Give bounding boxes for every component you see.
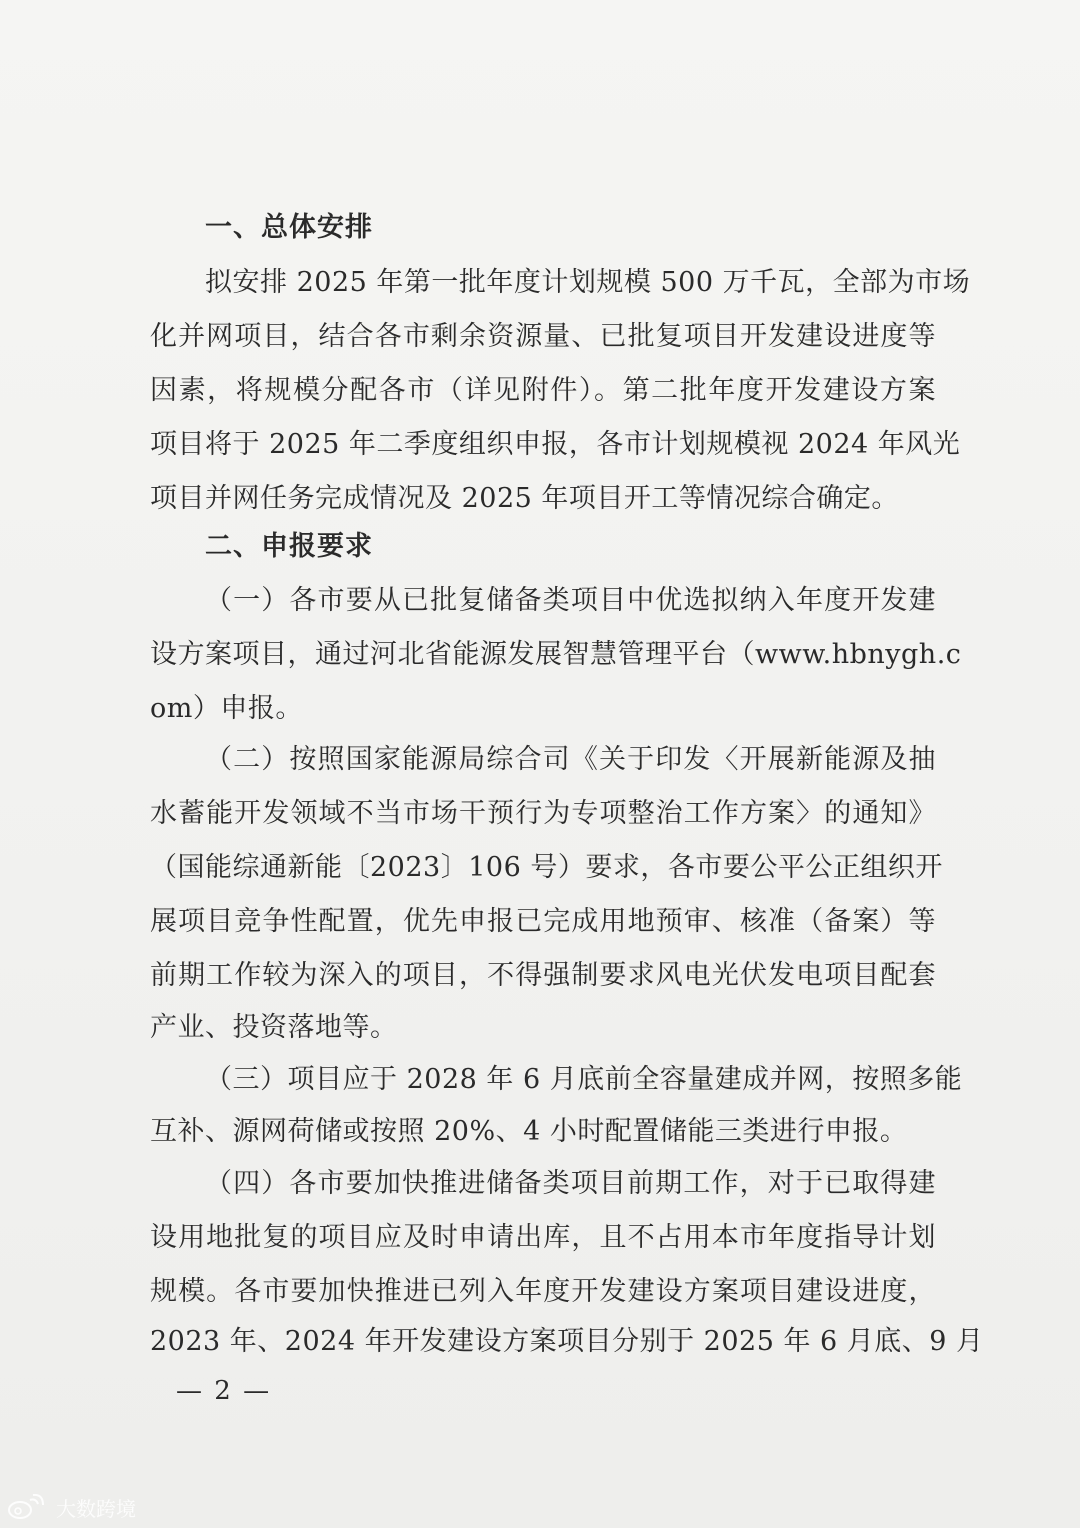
item4-line-2: 设用地批复的项目应及时申请出库，且不占用本市年度指导计划 [150, 1222, 936, 1253]
item1-line-2: 设方案项目，通过河北省能源发展智慧管理平台（www.hbnygh.c [150, 639, 962, 670]
item2-line-2: 水蓄能开发领域不当市场干预行为专项整治工作方案〉的通知》 [150, 798, 936, 829]
item1-line-1: （一）各市要从已批复储备类项目中优选拟纳入年度开发建 [205, 585, 936, 616]
para1-line-4: 项目将于 2025 年二季度组织申报，各市计划规模视 2024 年风光 [150, 429, 961, 460]
para1-line-5: 项目并网任务完成情况及 2025 年项目开工等情况综合确定。 [150, 483, 899, 514]
page-number: — 2 — [176, 1376, 272, 1406]
watermark [6, 1491, 136, 1523]
item3-line-2: 互补、源网荷储或按照 20%、4 小时配置储能三类进行申报。 [150, 1116, 908, 1147]
watermark-text: 大数跨境 [56, 1496, 136, 1521]
item2-line-1: （二）按照国家能源局综合司《关于印发〈开展新能源及抽 [205, 744, 936, 775]
item2-line-4: 展项目竞争性配置，优先申报已完成用地预审、核准（备案）等 [150, 906, 936, 937]
section-heading-requirements: 二、申报要求 [205, 531, 373, 562]
item2-line-3: （国能综通新能〔2023〕106 号）要求，各市要公平公正组织开 [150, 852, 943, 883]
para1-line-2: 化并网项目，结合各市剩余资源量、已批复项目开发建设进度等 [150, 321, 936, 352]
weibo-logo-icon [6, 1494, 50, 1520]
item3-line-1: （三）项目应于 2028 年 6 月底前全容量建成并网，按照多能 [205, 1064, 963, 1095]
item1-line-3: om）申报。 [150, 693, 303, 724]
section-heading-overall: 一、总体安排 [205, 212, 373, 243]
item2-line-5: 前期工作较为深入的项目，不得强制要求风电光伏发电项目配套 [150, 960, 936, 991]
item4-line-4: 2023 年、2024 年开发建设方案项目分别于 2025 年 6 月底、9 月 [150, 1326, 984, 1357]
item4-line-3: 规模。各市要加快推进已列入年度开发建设方案项目建设进度， [150, 1276, 936, 1307]
para1-line-3: 因素，将规模分配各市（详见附件）。第二批年度开发建设方案 [150, 375, 936, 406]
item2-line-6: 产业、投资落地等。 [150, 1012, 398, 1043]
para1-line-1: 拟安排 2025 年第一批年度计划规模 500 万千瓦，全部为市场 [205, 267, 971, 298]
item4-line-1: （四）各市要加快推进储备类项目前期工作，对于已取得建 [205, 1168, 936, 1199]
